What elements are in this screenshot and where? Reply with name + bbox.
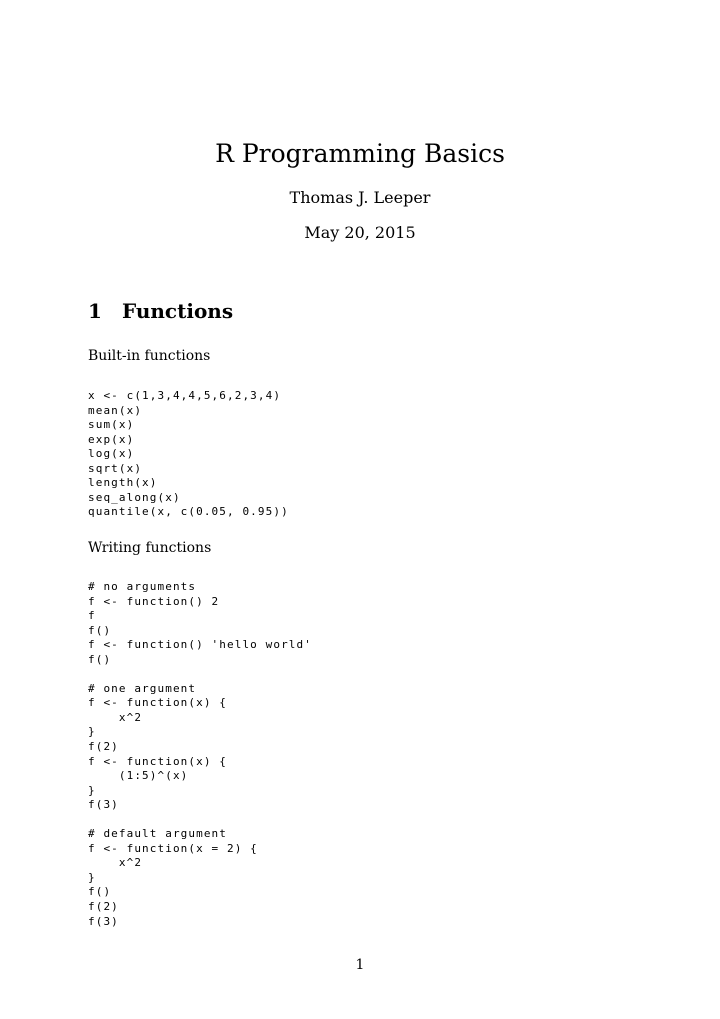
code-line: # no arguments: [88, 580, 197, 593]
writing-functions-paragraph: Writing functions: [88, 540, 212, 556]
code-line: mean(x): [88, 403, 143, 417]
code-line: f(): [88, 652, 112, 666]
code-line: }: [88, 870, 96, 884]
code-line: f(2): [88, 900, 119, 914]
builtin-functions-code-block: [88, 389, 289, 520]
code-line: f(2): [88, 740, 119, 754]
code-line: f(3): [88, 798, 119, 812]
code-line: f(): [88, 885, 112, 899]
document-date: May 20, 2015: [304, 223, 416, 242]
code-line: quantile(x, c(0.05, 0.95)): [88, 505, 289, 519]
code-line: sum(x): [88, 418, 135, 432]
code-line: x^2: [88, 856, 143, 870]
code-line: f <- function(x) {: [88, 754, 228, 768]
code-line: x <- c(1,3,4,4,5,6,2,3,4): [88, 389, 282, 402]
code-line: f <- function(x = 2) {: [88, 841, 258, 855]
code-line: }: [88, 783, 96, 797]
code-line: f(3): [88, 914, 119, 928]
code-line: # default argument: [88, 827, 228, 841]
document-author: Thomas J. Leeper: [289, 188, 431, 207]
code-line: seq_along(x): [88, 490, 181, 504]
writing-functions-code-block: [88, 580, 312, 929]
code-line: (1:5)^(x): [88, 769, 189, 783]
builtin-functions-paragraph: Built-in functions: [88, 348, 211, 364]
code-line: exp(x): [88, 432, 135, 446]
section-title: Functions: [122, 299, 234, 323]
code-line: f: [88, 609, 96, 623]
code-line: f <- function() 2: [88, 594, 220, 608]
code-line: x^2: [88, 710, 143, 724]
code-line: # one argument: [88, 681, 197, 695]
code-line: [88, 813, 312, 828]
code-line: }: [88, 725, 96, 739]
page-number: 1: [355, 957, 365, 973]
code-line: sqrt(x): [88, 461, 143, 475]
code-line: f <- function(x) {: [88, 696, 228, 710]
section-heading-functions: [88, 297, 233, 325]
code-line: length(x): [88, 476, 158, 490]
section-number: 1: [88, 299, 102, 323]
code-line: f(): [88, 623, 112, 637]
code-line: [88, 667, 312, 682]
code-line: log(x): [88, 447, 135, 461]
code-line: f <- function() 'hello world': [88, 638, 312, 652]
document-title: R Programming Basics: [215, 139, 505, 168]
